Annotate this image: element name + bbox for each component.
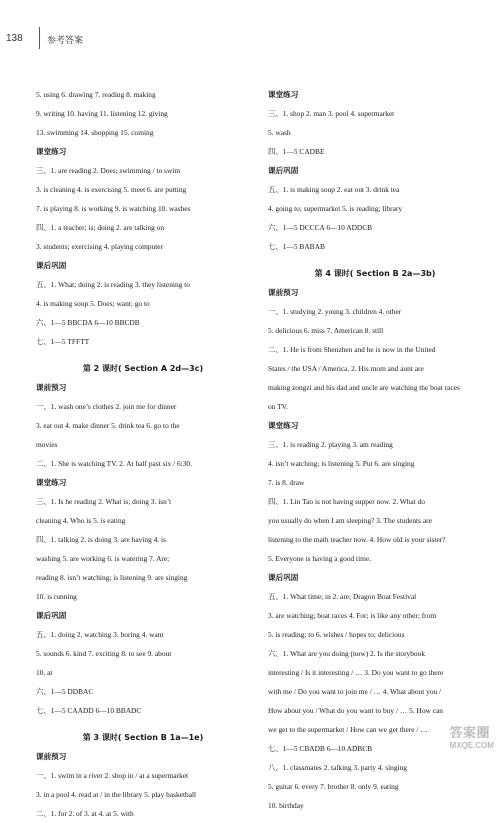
answer-line: on TV. — [268, 402, 288, 411]
answer-line: 六、1—5 BBCDA 6—10 BBCDB — [36, 318, 140, 327]
answer-line: 13. swimming 14. shopping 15. coming — [36, 128, 154, 137]
lesson-title: 第 3 课时( Section B 1a—1e) — [82, 733, 204, 742]
answer-line: 4. going to; supermarket 5. is reading; library — [268, 204, 403, 213]
section-heading: 课堂练习 — [268, 421, 299, 430]
answer-line: 五、1. doing 2. watching 3. boring 4. want — [36, 630, 164, 639]
section-heading: 课后巩固 — [36, 261, 67, 270]
watermark-main: 答案圈 — [449, 725, 491, 740]
answer-line: 二、1. for 2. of 3. at 4. at 5. with — [36, 809, 134, 818]
answer-line: cleaning 4. Who is 5. is eating — [36, 516, 126, 525]
answer-line: 二、1. He is from Shenzhen and he is now in the United — [268, 345, 436, 354]
answer-line: How about you / What do you want to buy / … 5. How can — [268, 706, 443, 715]
section-heading: 课前预习 — [268, 288, 299, 297]
answer-line: 3. eat out 4. make dinner 5. drink tea 6. go to the — [36, 421, 180, 430]
answer-line: 三、1. is reading 2. playing 3. am reading — [268, 440, 393, 449]
section-heading: 课后巩固 — [268, 573, 299, 582]
answer-line: 5. using 6. drawing 7. reading 8. making — [36, 90, 156, 99]
section-heading: 课后巩固 — [268, 166, 299, 175]
answer-line: 10. at — [36, 668, 53, 677]
answer-line: 四、1. talking 2. is doing 3. are having 4. is — [36, 535, 166, 544]
answer-line: 三、1. shop 2. man 3. pool 4. supermarket — [268, 109, 395, 118]
answer-line: 5. sounds 6. kind 7. exciting 8. to see 9. about — [36, 649, 172, 658]
answer-line: movies — [36, 440, 58, 449]
answer-line: 3. students; exercising 4. playing computer — [36, 242, 164, 251]
answer-line: washing 5. are working 6. is watering 7. Are; — [36, 554, 170, 563]
answer-line: with me / Do you want to join me / … 4. What about you / — [268, 687, 442, 696]
answer-line: 5. Everyone is having a good time. — [268, 554, 372, 563]
answer-line: States / the USA / America. 2. His mom and aunt are — [268, 364, 424, 373]
answer-line: 4. is making soup 5. Does; want; go to — [36, 299, 150, 308]
answer-line: 五、1. What; doing 2. is reading 3. they listening to — [36, 280, 190, 289]
answer-line: 5. delicious 6. miss 7. American 8. still — [268, 326, 384, 335]
answer-line: 10. birthday — [268, 801, 304, 810]
lesson-title: 第 2 课时( Section A 2d—3c) — [82, 364, 204, 373]
watermark-logo — [450, 722, 494, 750]
answer-line: interesting / Is it interesting / … 3. Do you want to go there — [268, 668, 444, 677]
answer-line: 一、1. wash one’s clothes 2. join me for dinner — [36, 402, 177, 411]
answer-line: 一、1. swim in a river 2. shop in / at a supermarket — [36, 771, 189, 780]
spacer — [36, 351, 250, 359]
answer-line: 5. guitar 6. every 7. brother 8. only 9. eating — [268, 782, 399, 791]
answer-line: 六、1. What are you doing (now) 2. Is the storybook — [268, 649, 426, 658]
answer-line: 7. is playing 8. is working 9. is watching 10. washes — [36, 204, 191, 213]
answer-line: 六、1—5 DDBAC — [36, 687, 94, 696]
lesson-title: 第 4 课时( Section B 2a—3b) — [314, 269, 436, 278]
answer-line: 五、1. What time; in 2. are; Dragon Boat Festival — [268, 592, 417, 601]
header-title: 参考答案 — [47, 36, 84, 46]
answer-line: 六、1—5 DCCCA 6—10 ADDCB — [268, 223, 373, 232]
answer-line: 9. writing 10. having 11. listening 12. giving — [36, 109, 168, 118]
answer-line: 四、1. a teacher; is; doing 2. are talking on — [36, 223, 165, 232]
answer-line: listening to the math teacher now. 4. How old is your sister? — [268, 535, 446, 544]
answer-line: 七、1—5 TFFTT — [36, 337, 90, 346]
answer-line: 二、1. She is watching TV. 2. At half past six / 6:30. — [36, 459, 192, 468]
section-heading: 课堂练习 — [36, 147, 67, 156]
answer-line: 四、1. Lin Tao is not having supper now. 2. What do — [268, 497, 425, 506]
page-header — [0, 0, 500, 50]
page-number: 138 — [6, 33, 23, 44]
answer-line: making zongzi and his dad and uncle are watching the boat races — [268, 383, 460, 392]
answer-line: 7. is 8. draw — [268, 478, 305, 487]
answer-line: 4. isn’t watching; is listening 5. Put 6. are singing — [268, 459, 415, 468]
answer-line: 5. wash — [268, 128, 291, 137]
answer-line: 七、1—5 CBADB 6—10 ADBCB — [268, 744, 373, 753]
left-column — [36, 85, 250, 823]
answer-line: 三、1. Is he reading 2. What is; doing 3. isn’t — [36, 497, 172, 506]
answer-line: 三、1. are reading 2. Does; swimming / to swim — [36, 166, 181, 175]
answer-line: 八、1. classmates 2. talking 3. party 4. singing — [268, 763, 407, 772]
answer-line: 3. is cleaning 4. is exercising 5. meet 6. are putting — [36, 185, 187, 194]
answer-line: we get to the supermarket / How can we get there / … — [268, 725, 428, 734]
answer-line: 5. is reading; to 6. wishes / hopes to; delicious — [268, 630, 405, 639]
spacer — [36, 720, 250, 728]
right-column — [268, 85, 482, 815]
answer-line: 四、1—5 CADBE — [268, 147, 325, 156]
answer-line: 3. in a pool 4. read at / in the library 5. play basketball — [36, 790, 197, 799]
answer-line: reading 8. isn’t watching; is listening 9. are singing — [36, 573, 188, 582]
section-heading: 课堂练习 — [268, 90, 299, 99]
section-heading: 课前预习 — [36, 383, 67, 392]
spacer — [268, 256, 482, 264]
watermark-sub: MXQE.COM — [449, 741, 494, 750]
answer-line: you usually do when I am sleeping? 3. The students are — [268, 516, 432, 525]
answer-line: 一、1. studying 2. young 3. children 4. other — [268, 307, 402, 316]
answer-line: 10. is running — [36, 592, 77, 601]
section-heading: 课后巩固 — [36, 611, 67, 620]
answer-line: 五、1. is making soup 2. eat out 3. drink tea — [268, 185, 400, 194]
section-heading: 课堂练习 — [36, 478, 67, 487]
answer-line: 七、1—5 BABAB — [268, 242, 325, 251]
section-heading: 课前预习 — [36, 752, 67, 761]
header-divider — [39, 27, 40, 49]
answer-line: 3. are watching; boat races 4. For; is like any other; from — [268, 611, 437, 620]
answer-line: 七、1—5 CAADD 6—10 BBADC — [36, 706, 142, 715]
